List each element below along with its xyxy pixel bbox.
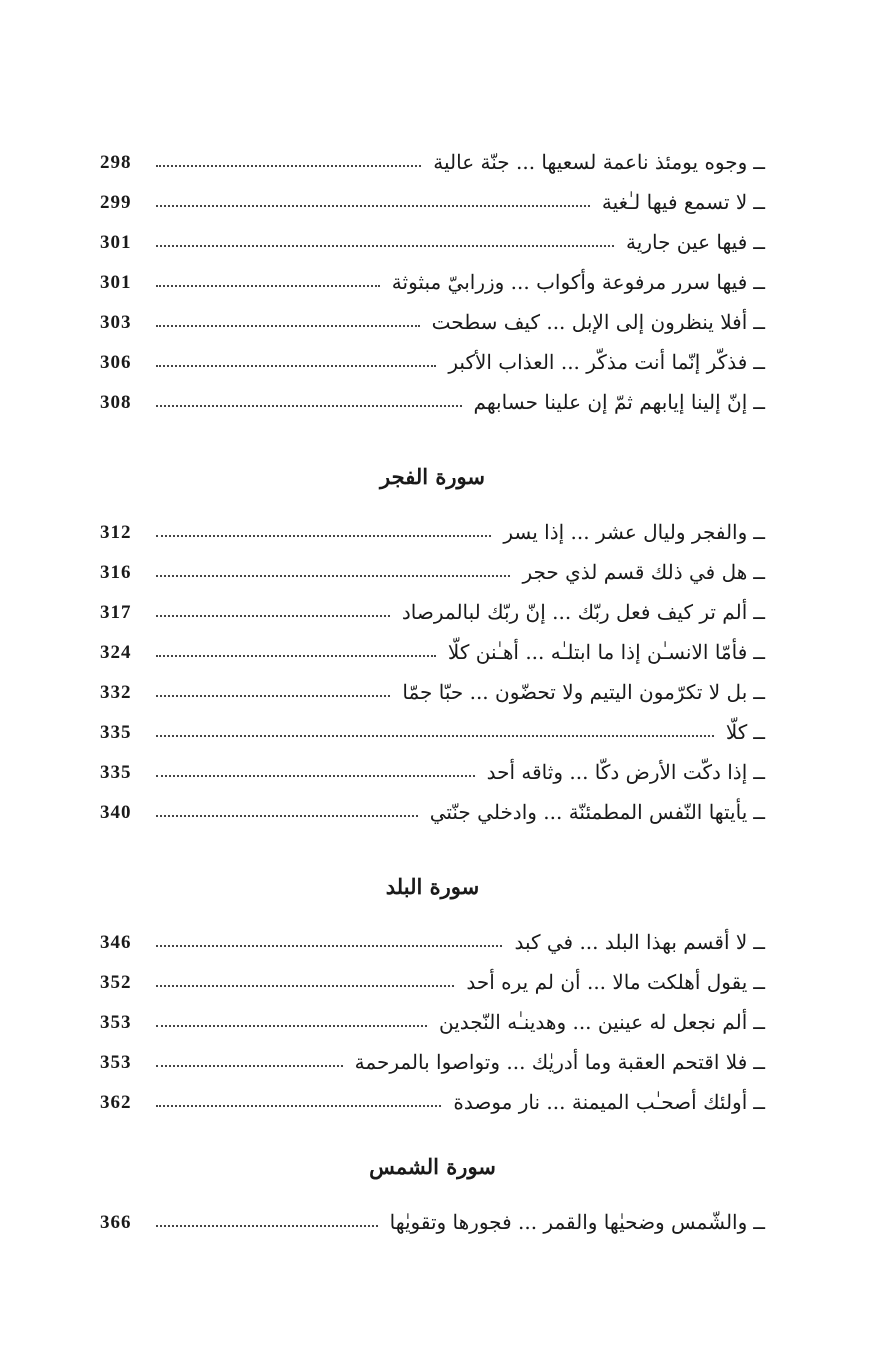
toc-entry — [100, 226, 765, 258]
entry-title: فيها عين جارية — [626, 230, 748, 254]
entry-title: فيها سرر مرفوعة وأكواب ... وزرابيّ مبثوثة — [391, 270, 748, 294]
page-number: 317 — [100, 601, 132, 623]
dot-leader — [156, 775, 475, 777]
toc-entry — [100, 716, 765, 748]
entry-dash: ــ — [753, 640, 765, 664]
entry-dash: ــ — [753, 720, 765, 744]
toc-entry — [100, 1086, 765, 1118]
toc-entry — [100, 596, 765, 628]
toc-entry — [100, 926, 765, 958]
toc-entry — [100, 346, 765, 378]
toc-entry — [100, 186, 765, 218]
page-number: 353 — [100, 1011, 132, 1033]
entry-title: لا أقسم بهذا البلد ... في كبد — [514, 930, 748, 954]
page-number: 352 — [100, 971, 132, 993]
entry-title: والشّمس وضحيٰها والقمر ... فجورها وتقويٰها — [389, 1210, 748, 1234]
page-number: 332 — [100, 681, 132, 703]
page-number: 335 — [100, 721, 132, 743]
entry-title: لا تسمع فيها لـٰغية — [601, 190, 748, 214]
dot-leader — [156, 205, 590, 207]
entry-dash: ــ — [753, 970, 765, 994]
toc-entry — [100, 1006, 765, 1038]
entry-title: إنّ إلينا إيابهم ثمّ إن علينا حسابهم — [473, 390, 748, 414]
page-number: 353 — [100, 1051, 132, 1073]
dot-leader — [156, 1025, 427, 1027]
entry-title: والفجر وليال عشر ... إذا يسر — [503, 520, 748, 544]
page-number: 335 — [100, 761, 132, 783]
toc-entry — [100, 756, 765, 788]
toc-entry — [100, 966, 765, 998]
page-number: 298 — [100, 151, 132, 173]
entry-dash: ــ — [753, 190, 765, 214]
entry-title: ألم تر كيف فعل ربّك ... إنّ ربّك لبالمرصاد — [401, 600, 748, 624]
entry-title: ألم نجعل له عينين ... وهدينـٰه النّجدين — [438, 1010, 748, 1034]
toc-entry — [100, 266, 765, 298]
dot-leader — [156, 575, 510, 577]
surah-heading: سورة الفجر — [380, 464, 485, 489]
entry-dash: ــ — [753, 150, 765, 174]
entry-dash: ــ — [753, 270, 765, 294]
page-number: 346 — [100, 931, 132, 953]
dot-leader — [156, 985, 454, 987]
entry-title: إذا دكّت الأرض دكّا ... وثاقه أحد — [486, 760, 748, 784]
toc-entry — [100, 676, 765, 708]
dot-leader — [156, 815, 418, 817]
entry-title: وجوه يومئذ ناعمة لسعيها ... جنّة عالية — [433, 150, 748, 174]
toc-entry — [100, 796, 765, 828]
dot-leader — [156, 365, 436, 367]
page-number: 340 — [100, 801, 132, 823]
entry-dash: ــ — [753, 390, 765, 414]
dot-leader — [156, 735, 714, 737]
dot-leader — [156, 245, 614, 247]
toc-entry — [100, 516, 765, 548]
page-number: 301 — [100, 231, 132, 253]
entry-title: فلا اقتحم العقبة وما أدريٰك ... وتواصوا بالمرحمة — [354, 1050, 748, 1074]
page-number: 362 — [100, 1091, 132, 1113]
toc-entry — [100, 1206, 765, 1238]
dot-leader — [156, 695, 390, 697]
entry-title: أفلا ينظرون إلى الإبل ... كيف سطحت — [431, 310, 748, 334]
dot-leader — [156, 1065, 343, 1067]
page-number: 316 — [100, 561, 132, 583]
entry-dash: ــ — [753, 600, 765, 624]
page-number: 299 — [100, 191, 132, 213]
surah-heading: سورة البلد — [385, 874, 480, 899]
toc-entry — [100, 306, 765, 338]
entry-title: هل في ذلك قسم لذي حجر — [522, 560, 748, 584]
toc-entry — [100, 556, 765, 588]
surah-heading: سورة الشمس — [369, 1154, 496, 1179]
entry-title: فأمّا الانسـٰن إذا ما ابتلـٰه ... أهـٰنن كلّا — [447, 640, 748, 664]
entry-dash: ــ — [753, 1090, 765, 1114]
dot-leader — [156, 615, 390, 617]
page-number: 324 — [100, 641, 132, 663]
entry-dash: ــ — [753, 680, 765, 704]
entry-title: أولئك أصحـٰب الميمنة ... نار موصدة — [453, 1090, 748, 1114]
entry-dash: ــ — [753, 1050, 765, 1074]
dot-leader — [156, 325, 420, 327]
dot-leader — [156, 945, 502, 947]
entry-title: فذكّر إنّما أنت مذكّر ... العذاب الأكبر — [448, 350, 748, 374]
entry-dash: ــ — [753, 560, 765, 584]
entry-dash: ــ — [753, 350, 765, 374]
dot-leader — [156, 1225, 378, 1227]
dot-leader — [156, 165, 421, 167]
entry-title: يأيتها النّفس المطمئنّة ... وادخلي جنّتي — [429, 800, 748, 824]
page-number: 301 — [100, 271, 132, 293]
entry-dash: ــ — [753, 1010, 765, 1034]
page-number: 306 — [100, 351, 132, 373]
dot-leader — [156, 405, 462, 407]
page-number: 366 — [100, 1211, 132, 1233]
page-number: 308 — [100, 391, 132, 413]
toc-entry — [100, 146, 765, 178]
entry-title: كلّا — [725, 720, 748, 744]
entry-dash: ــ — [753, 520, 765, 544]
entry-dash: ــ — [753, 310, 765, 334]
toc-entry — [100, 636, 765, 668]
entry-dash: ــ — [753, 800, 765, 824]
toc-entry — [100, 386, 765, 418]
dot-leader — [156, 535, 491, 537]
entry-title: يقول أهلكت مالا ... أن لم يره أحد — [466, 970, 748, 994]
entry-dash: ــ — [753, 1210, 765, 1234]
dot-leader — [156, 1105, 441, 1107]
dot-leader — [156, 285, 380, 287]
entry-dash: ــ — [753, 930, 765, 954]
toc-entry — [100, 1046, 765, 1078]
entry-dash: ــ — [753, 760, 765, 784]
dot-leader — [156, 655, 436, 657]
page-number: 303 — [100, 311, 132, 333]
page-number: 312 — [100, 521, 132, 543]
entry-title: بل لا تكرّمون اليتيم ولا تحضّون ... حبّا جمّا — [402, 680, 748, 704]
entry-dash: ــ — [753, 230, 765, 254]
